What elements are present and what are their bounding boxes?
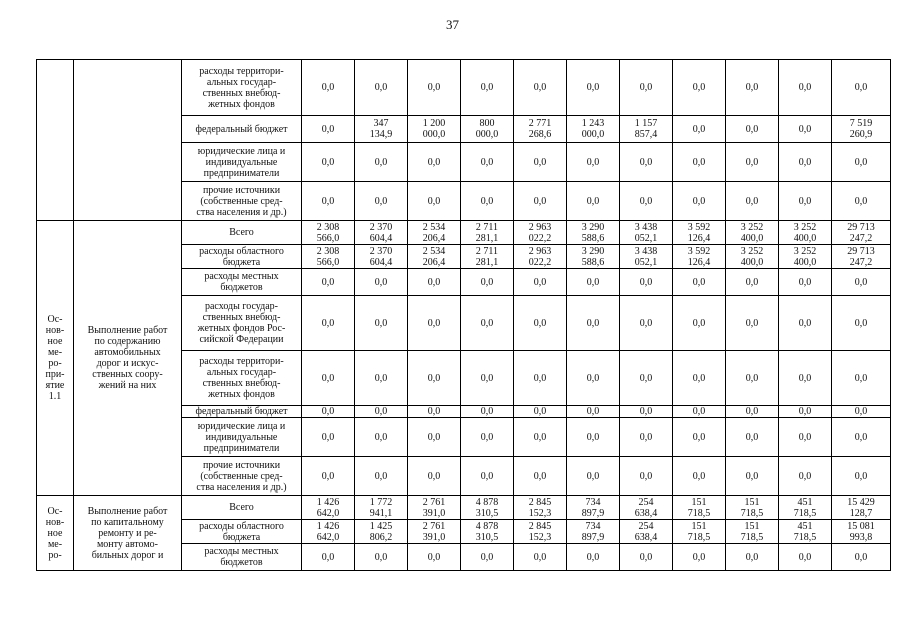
total-value-cell: 29 713 247,2: [832, 221, 891, 245]
year-value-cell: 0,0: [779, 418, 832, 457]
year-value-cell: 734 897,9: [567, 520, 620, 544]
year-value-cell: 0,0: [302, 143, 355, 182]
year-value-cell: 0,0: [620, 296, 673, 351]
funding-source-cell: расходы территори- альных государ- ственных внебюд- жетных фондов: [182, 351, 302, 406]
year-value-cell: 0,0: [567, 296, 620, 351]
year-value-cell: 0,0: [302, 182, 355, 221]
year-value-cell: 0,0: [779, 143, 832, 182]
year-value-cell: 0,0: [779, 544, 832, 571]
year-value-cell: 0,0: [514, 544, 567, 571]
year-value-cell: 0,0: [408, 351, 461, 406]
year-value-cell: 0,0: [567, 406, 620, 418]
year-value-cell: 0,0: [567, 544, 620, 571]
funding-source-cell: расходы территори- альных государ- ственных внебюд- жетных фондов: [182, 60, 302, 116]
budget-table: [36, 59, 891, 571]
year-value-cell: 0,0: [567, 418, 620, 457]
year-value-cell: 151 718,5: [726, 520, 779, 544]
year-value-cell: 3 252 400,0: [726, 245, 779, 269]
year-value-cell: 0,0: [408, 269, 461, 296]
year-value-cell: 0,0: [461, 182, 514, 221]
year-value-cell: 0,0: [355, 60, 408, 116]
year-value-cell: 0,0: [355, 296, 408, 351]
year-value-cell: 0,0: [673, 351, 726, 406]
funding-source-cell: Всего: [182, 496, 302, 520]
year-value-cell: 0,0: [514, 296, 567, 351]
year-value-cell: 0,0: [726, 418, 779, 457]
year-value-cell: 0,0: [673, 116, 726, 143]
total-value-cell: 0,0: [832, 418, 891, 457]
year-value-cell: 0,0: [408, 544, 461, 571]
year-value-cell: 0,0: [514, 406, 567, 418]
year-value-cell: 0,0: [726, 182, 779, 221]
year-value-cell: 0,0: [620, 457, 673, 496]
year-value-cell: 0,0: [355, 182, 408, 221]
year-value-cell: 0,0: [726, 116, 779, 143]
funding-source-cell: расходы местных бюджетов: [182, 269, 302, 296]
year-value-cell: 3 252 400,0: [779, 221, 832, 245]
year-value-cell: 3 438 052,1: [620, 221, 673, 245]
year-value-cell: 0,0: [408, 406, 461, 418]
year-value-cell: 800 000,0: [461, 116, 514, 143]
year-value-cell: 3 252 400,0: [779, 245, 832, 269]
year-value-cell: 2 761 391,0: [408, 520, 461, 544]
total-value-cell: 0,0: [832, 296, 891, 351]
year-value-cell: 451 718,5: [779, 496, 832, 520]
year-value-cell: 2 963 022,2: [514, 221, 567, 245]
year-value-cell: 2 308 566,0: [302, 221, 355, 245]
year-value-cell: 0,0: [302, 418, 355, 457]
year-value-cell: 254 638,4: [620, 496, 673, 520]
year-value-cell: 2 711 281,1: [461, 221, 514, 245]
year-value-cell: 2 845 152,3: [514, 496, 567, 520]
year-value-cell: 0,0: [779, 351, 832, 406]
year-value-cell: 0,0: [514, 182, 567, 221]
year-value-cell: 1 243 000,0: [567, 116, 620, 143]
year-value-cell: 0,0: [408, 457, 461, 496]
year-value-cell: 0,0: [514, 457, 567, 496]
total-value-cell: 0,0: [832, 60, 891, 116]
year-value-cell: 1 200 000,0: [408, 116, 461, 143]
year-value-cell: 2 761 391,0: [408, 496, 461, 520]
year-value-cell: 0,0: [620, 351, 673, 406]
total-value-cell: 29 713 247,2: [832, 245, 891, 269]
year-value-cell: 0,0: [408, 182, 461, 221]
year-value-cell: 0,0: [408, 143, 461, 182]
year-value-cell: 0,0: [408, 296, 461, 351]
year-value-cell: 0,0: [567, 143, 620, 182]
total-value-cell: 15 081 993,8: [832, 520, 891, 544]
total-value-cell: 0,0: [832, 406, 891, 418]
year-value-cell: 0,0: [461, 418, 514, 457]
year-value-cell: 0,0: [673, 269, 726, 296]
year-value-cell: 0,0: [673, 296, 726, 351]
year-value-cell: 2 711 281,1: [461, 245, 514, 269]
year-value-cell: 0,0: [567, 351, 620, 406]
year-value-cell: 0,0: [726, 143, 779, 182]
year-value-cell: 0,0: [461, 143, 514, 182]
year-value-cell: 1 157 857,4: [620, 116, 673, 143]
total-value-cell: 0,0: [832, 351, 891, 406]
year-value-cell: 2 308 566,0: [302, 245, 355, 269]
year-value-cell: 0,0: [779, 269, 832, 296]
year-value-cell: 0,0: [726, 457, 779, 496]
year-value-cell: 0,0: [620, 269, 673, 296]
funding-source-cell: юридические лица и индивидуальные предприниматели: [182, 418, 302, 457]
year-value-cell: 0,0: [514, 351, 567, 406]
year-value-cell: 3 290 588,6: [567, 245, 620, 269]
year-value-cell: 0,0: [620, 60, 673, 116]
year-value-cell: 0,0: [355, 406, 408, 418]
total-value-cell: 0,0: [832, 182, 891, 221]
table-row: [37, 60, 891, 116]
year-value-cell: 2 771 268,6: [514, 116, 567, 143]
year-value-cell: 0,0: [408, 60, 461, 116]
year-value-cell: 0,0: [673, 60, 726, 116]
task-cell: Ос- нов- ное ме- ро-: [37, 496, 74, 571]
year-value-cell: 0,0: [673, 143, 726, 182]
year-value-cell: 347 134,9: [355, 116, 408, 143]
total-value-cell: 7 519 260,9: [832, 116, 891, 143]
year-value-cell: 3 592 126,4: [673, 221, 726, 245]
year-value-cell: 0,0: [514, 143, 567, 182]
funding-source-cell: расходы областного бюджета: [182, 520, 302, 544]
year-value-cell: 0,0: [779, 296, 832, 351]
year-value-cell: 1 426 642,0: [302, 520, 355, 544]
funding-source-cell: юридические лица и индивидуальные предприниматели: [182, 143, 302, 182]
year-value-cell: 0,0: [461, 296, 514, 351]
year-value-cell: 0,0: [620, 182, 673, 221]
year-value-cell: 151 718,5: [726, 496, 779, 520]
year-value-cell: 1 425 806,2: [355, 520, 408, 544]
year-value-cell: 4 878 310,5: [461, 520, 514, 544]
year-value-cell: 0,0: [302, 351, 355, 406]
year-value-cell: 734 897,9: [567, 496, 620, 520]
year-value-cell: 0,0: [673, 182, 726, 221]
funding-source-cell: расходы местных бюджетов: [182, 544, 302, 571]
year-value-cell: 4 878 310,5: [461, 496, 514, 520]
year-value-cell: 0,0: [726, 269, 779, 296]
measure-name-cell: [74, 60, 182, 221]
year-value-cell: 2 845 152,3: [514, 520, 567, 544]
year-value-cell: 0,0: [779, 182, 832, 221]
year-value-cell: 151 718,5: [673, 496, 726, 520]
funding-source-cell: прочие источники (собственные сред- ства населения и др.): [182, 457, 302, 496]
total-value-cell: 0,0: [832, 269, 891, 296]
year-value-cell: 0,0: [302, 296, 355, 351]
table-row: [37, 496, 891, 520]
year-value-cell: 0,0: [408, 418, 461, 457]
year-value-cell: 0,0: [461, 60, 514, 116]
total-value-cell: 0,0: [832, 457, 891, 496]
year-value-cell: 2 534 206,4: [408, 245, 461, 269]
year-value-cell: 451 718,5: [779, 520, 832, 544]
year-value-cell: 0,0: [355, 143, 408, 182]
funding-source-cell: расходы областного бюджета: [182, 245, 302, 269]
year-value-cell: 0,0: [673, 406, 726, 418]
year-value-cell: 0,0: [355, 269, 408, 296]
funding-source-cell: федеральный бюджет: [182, 406, 302, 418]
year-value-cell: 0,0: [779, 60, 832, 116]
year-value-cell: 3 592 126,4: [673, 245, 726, 269]
year-value-cell: 0,0: [567, 182, 620, 221]
year-value-cell: 0,0: [673, 418, 726, 457]
year-value-cell: 2 963 022,2: [514, 245, 567, 269]
year-value-cell: 0,0: [302, 116, 355, 143]
year-value-cell: 0,0: [355, 457, 408, 496]
year-value-cell: 2 370 604,4: [355, 221, 408, 245]
year-value-cell: 0,0: [355, 351, 408, 406]
year-value-cell: 0,0: [302, 544, 355, 571]
year-value-cell: 0,0: [461, 544, 514, 571]
total-value-cell: 15 429 128,7: [832, 496, 891, 520]
funding-source-cell: Всего: [182, 221, 302, 245]
funding-source-cell: прочие источники (собственные сред- ства населения и др.): [182, 182, 302, 221]
year-value-cell: 0,0: [302, 457, 355, 496]
year-value-cell: 0,0: [726, 296, 779, 351]
year-value-cell: 3 252 400,0: [726, 221, 779, 245]
year-value-cell: 0,0: [567, 60, 620, 116]
table-row: [37, 221, 891, 245]
total-value-cell: 0,0: [832, 143, 891, 182]
year-value-cell: 0,0: [302, 60, 355, 116]
year-value-cell: 0,0: [461, 351, 514, 406]
year-value-cell: 1 426 642,0: [302, 496, 355, 520]
year-value-cell: 0,0: [779, 406, 832, 418]
year-value-cell: 151 718,5: [673, 520, 726, 544]
year-value-cell: 0,0: [461, 269, 514, 296]
year-value-cell: 0,0: [779, 116, 832, 143]
total-value-cell: 0,0: [832, 544, 891, 571]
year-value-cell: 0,0: [620, 544, 673, 571]
year-value-cell: 3 290 588,6: [567, 221, 620, 245]
year-value-cell: 0,0: [355, 418, 408, 457]
year-value-cell: 0,0: [302, 406, 355, 418]
task-cell: [37, 60, 74, 221]
funding-source-cell: федеральный бюджет: [182, 116, 302, 143]
year-value-cell: 0,0: [726, 60, 779, 116]
year-value-cell: 254 638,4: [620, 520, 673, 544]
year-value-cell: 0,0: [302, 269, 355, 296]
year-value-cell: 0,0: [726, 406, 779, 418]
year-value-cell: 0,0: [514, 269, 567, 296]
year-value-cell: 0,0: [620, 143, 673, 182]
year-value-cell: 0,0: [514, 418, 567, 457]
year-value-cell: 0,0: [355, 544, 408, 571]
year-value-cell: 0,0: [514, 60, 567, 116]
year-value-cell: 0,0: [779, 457, 832, 496]
year-value-cell: 0,0: [726, 544, 779, 571]
year-value-cell: 0,0: [567, 269, 620, 296]
task-cell: Ос- нов- ное ме- ро- при- ятие 1.1: [37, 221, 74, 496]
year-value-cell: 0,0: [673, 457, 726, 496]
year-value-cell: 0,0: [620, 418, 673, 457]
year-value-cell: 2 534 206,4: [408, 221, 461, 245]
page-number: 37: [446, 17, 459, 32]
year-value-cell: 0,0: [673, 544, 726, 571]
year-value-cell: 0,0: [461, 457, 514, 496]
year-value-cell: 1 772 941,1: [355, 496, 408, 520]
funding-source-cell: расходы государ- ственных внебюд- жетных фондов Рос- сийской Федерации: [182, 296, 302, 351]
year-value-cell: 0,0: [461, 406, 514, 418]
year-value-cell: 0,0: [620, 406, 673, 418]
measure-name-cell: Выполнение работ по содержанию автомобильных дорог и искус- ственных соору- жений на них: [74, 221, 182, 496]
year-value-cell: 0,0: [567, 457, 620, 496]
year-value-cell: 0,0: [726, 351, 779, 406]
year-value-cell: 2 370 604,4: [355, 245, 408, 269]
measure-name-cell: Выполнение работ по капитальному ремонту и ре- монту автомо- бильных дорог и: [74, 496, 182, 571]
year-value-cell: 3 438 052,1: [620, 245, 673, 269]
table-body: [37, 60, 891, 571]
